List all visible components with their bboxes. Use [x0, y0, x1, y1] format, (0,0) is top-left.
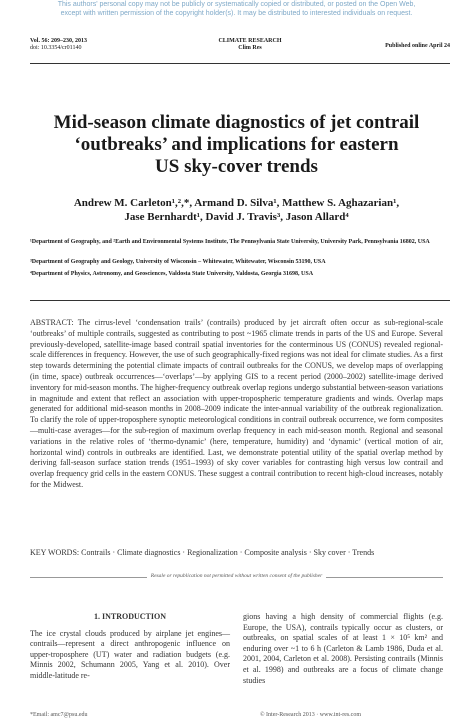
copyright-banner: [0, 0, 473, 20]
affiliation-1: ¹Department of Geography, and ²Earth and Environmental Systems Institute, The Pennsylvania State University, University Park, Pennsylvania 16802, USA: [30, 239, 430, 245]
title-line-3: US sky-cover trends: [155, 156, 318, 177]
intro-left-text: The ice crystal clouds produced by airplane jet engines—contrails—represent a direct anthropogenic influence on upper-troposphere (UT) water and radiation budgets (e.g. Minnis 2002, Schumann 2005, Yang et al. 2010). Over middle-latitude re-: [30, 628, 230, 680]
author-list: [30, 196, 443, 224]
title-line-1: Mid-season climate diagnostics of jet contrail: [53, 112, 420, 133]
abstract: ABSTRACT: The cirrus-level ‘condensation trails’ (contrails) produced by jet aircraft often occur as sub-regional-scale ‘outbreaks’ of multiple contrails, suggested as contributing to post ~1965 climate trends in parts of the US and Europe. Several previously-developed, satellite-image based contrail spatial inventories for the conterminous US (CONUS) revealed regional-scale differences in frequency. However, the use of such geographically-fixed regions was not ideal for climate studies. As a first step towards determining the potential climate impacts of contrail outbreaks for the CONUS, we develop maps of overlapping (in time, space) outbreak occurrences—‘overlaps’—by applying GIS to a recent period (2000–2002) satellite-image derived inventory for mid-season months. The higher-frequency outbreak overlap regions undergo substantial between-season variations in magnitude and extent that reflect an association with upper-tropospheric temperature gradients and winds. Overlap maps generated for additional mid-season months in 2008–2009 indicate the inter-annual variability of the outbreak regionalization. To clarify the role of upper-troposphere synoptic meteorological conditions in contrail outbreak occurrence, we form composites—multi-case averages—for the sub-region of maximum overlap frequency in each mid-season month. Regional and seasonal variations in the relative roles of ‘thermo-dynamic’ (here, temperature, humidity) and ‘dynamic’ (vertical motion of air, horizontal wind) controls in outbreaks are identified. Last, we demonstrate potential utility of the spatial overlap method by deriving fall-season surface station trends (1951–1993) of sky cover variables for contrasting high versus low contrail and overlap frequency grid cells in the eastern CONUS. These suggest a contrail contribution to recent high-cloud increases, notably for the Midwest.: [30, 318, 443, 489]
footer-copyright: © Inter-Research 2013 · www.int-res.com: [260, 712, 362, 718]
doi: doi: 10.3354/cr01140: [30, 45, 82, 51]
journal-header: [30, 38, 450, 62]
journal-name: CLIMATE RESEARCH: [218, 38, 282, 44]
intro-left-column: [30, 612, 230, 682]
authors-line-1: Andrew M. Carleton¹,²,*, Armand D. Silva¹, Matthew S. Aghazarian¹,: [73, 197, 400, 209]
intro-right-text: gions having a high density of commercial flights (e.g. Europe, the USA), contrails typically occur as clusters, or outbreaks, on spatial scales of at least 1 × 10⁵ km² and enduring over ~1 to 6 h (Carleton & Lamb 1986, Duda et al. 2001, 2004, Carleton et al. 2008). Persisting contrails (Minnis et al. 1998) and outbreaks are a focus of climate change studies: [243, 612, 443, 685]
authors-line-2: Jase Bernhardt¹, David J. Travis³, Jason Allard⁴: [124, 211, 349, 223]
affiliation-2: ³Department of Geography and Geology, University of Wisconsin – Whitewater, Whitewater, Wisconsin 53190, USA: [30, 259, 326, 265]
header-center: [190, 38, 310, 52]
intro-right-column: [243, 612, 443, 686]
published-date: Published online April 24: [385, 43, 450, 49]
resale-text: Resale or republication not permitted without written consent of the publisher: [147, 573, 327, 579]
corresponding-email: *Email: amc7@psu.edu: [30, 712, 88, 718]
header-rule: [30, 63, 450, 64]
section-heading: 1. INTRODUCTION: [93, 612, 166, 621]
affiliation-3: ⁴Department of Physics, Astronomy, and Geosciences, Valdosta State University, Valdosta, Georgia 31698, USA: [30, 271, 314, 277]
resale-notice: [30, 573, 443, 579]
banner-line-1: This authors' personal copy may not be publicly or systematically copied or distributed, or posted on the Open Web,: [57, 1, 416, 8]
abstract-rule: [30, 300, 450, 301]
header-left: [30, 38, 87, 52]
paper-title: [20, 112, 453, 178]
volume-info: Vol. 56: 209–230, 2013: [30, 38, 87, 44]
journal-abbr: Clim Res: [238, 45, 262, 51]
keywords: KEY WORDS: Contrails · Climate diagnostics · Regionalization · Composite analysis · Sky cover · Trends: [30, 548, 375, 557]
banner-line-2: except with written permission of the copyright holder(s). It may be distributed to interested individuals on request.: [60, 10, 413, 17]
title-line-2: ‘outbreaks’ and implications for eastern: [74, 134, 399, 155]
